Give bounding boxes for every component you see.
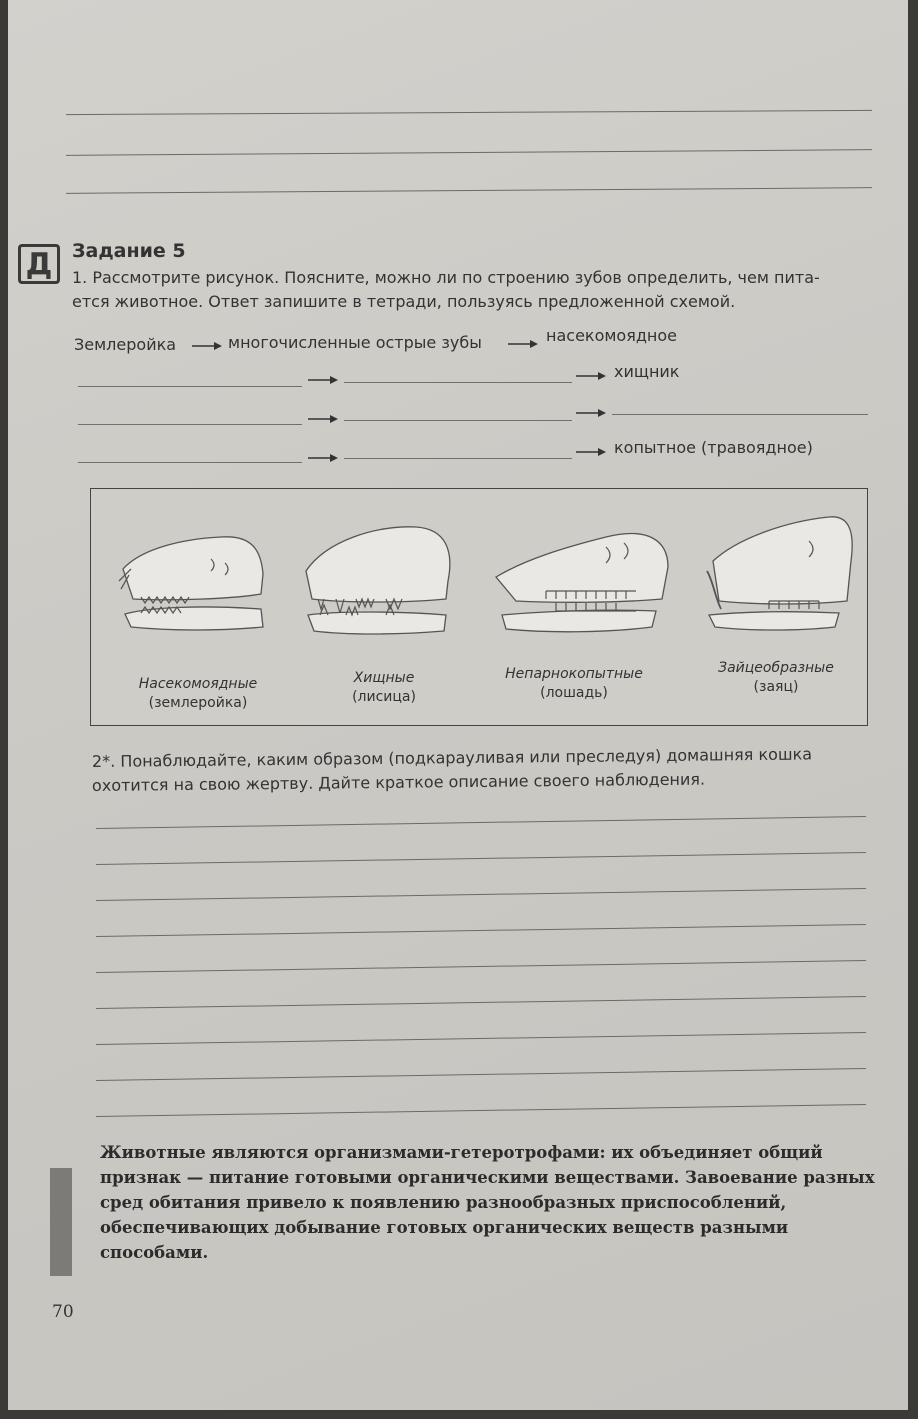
- page-number: 70: [52, 1302, 74, 1322]
- caption-animal: (лошадь): [540, 685, 608, 701]
- fox-skull-icon: [296, 511, 456, 641]
- arrow-icon: [192, 341, 222, 351]
- horse-skull-icon: [486, 507, 676, 647]
- answer-line[interactable]: [96, 852, 866, 865]
- shrew-skull-icon: [111, 519, 271, 639]
- caption-group: Хищные: [353, 670, 415, 686]
- answer-line[interactable]: [96, 1068, 866, 1081]
- question-2-line-2: охотится на свою жертву. Дайте краткое описание своего наблюдения.: [91, 769, 706, 795]
- caption-group: Непарнокопытные: [505, 666, 643, 682]
- answer-line[interactable]: [96, 960, 866, 973]
- question-1-line-1: 1. Рассмотрите рисунок. Поясните, можно ли по строению зубов определить, чем пита-: [72, 268, 820, 287]
- answer-line[interactable]: [96, 996, 866, 1009]
- note-marker-bar: [50, 1168, 72, 1276]
- blank-field[interactable]: [78, 424, 302, 425]
- blank-field[interactable]: [344, 382, 572, 383]
- arrow-icon: [308, 453, 338, 463]
- caption-animal: (лисица): [352, 689, 416, 705]
- scheme-diet: копытное (травоядное): [614, 438, 813, 457]
- answer-line[interactable]: [96, 816, 866, 829]
- answer-line: [66, 149, 872, 156]
- arrow-icon: [576, 447, 606, 457]
- answer-line: [66, 187, 872, 194]
- scheme-animal: Землеройка: [74, 335, 177, 354]
- arrow-icon: [576, 371, 606, 381]
- scheme-diet: хищник: [614, 362, 680, 381]
- blank-field[interactable]: [78, 386, 302, 387]
- workbook-page: [8, 0, 908, 1410]
- blank-field[interactable]: [78, 462, 302, 463]
- caption-group: Зайцеобразные: [718, 660, 834, 676]
- task-title: Задание 5: [72, 240, 186, 262]
- blank-field[interactable]: [344, 420, 572, 421]
- arrow-icon: [508, 339, 538, 349]
- caption-animal: (землеройка): [148, 695, 248, 711]
- caption-animal: (заяц): [753, 679, 799, 695]
- blank-field[interactable]: [344, 458, 572, 459]
- summary-note: Животные являются организмами-гетеротрофами: их объединяет общий признак — питание готовыми органическими веществами. Завоевание разных сред обитания привело к появлению разнообразных приспособлений, обеспечивающих добывание готовых органических веществ разными способами.: [100, 1143, 875, 1262]
- arrow-icon: [576, 408, 606, 418]
- caption-odd-toed: [489, 665, 659, 703]
- question-1-line-2: ется животное. Ответ запишите в тетради, пользуясь предложенной схемой.: [72, 292, 736, 311]
- answer-line: [66, 110, 872, 115]
- arrow-icon: [308, 375, 338, 385]
- caption-carnivores: [299, 669, 469, 707]
- skulls-figure: [90, 488, 868, 726]
- scheme-diet: насекомоядное: [546, 326, 677, 345]
- arrow-icon: [308, 414, 338, 424]
- caption-group: Насекомоядные: [138, 676, 258, 692]
- answer-line[interactable]: [96, 888, 866, 901]
- answer-line[interactable]: [96, 924, 866, 937]
- caption-lagomorphs: [691, 659, 861, 697]
- answer-line[interactable]: [96, 1032, 866, 1045]
- caption-insectivores: [113, 675, 283, 713]
- blank-field[interactable]: [612, 414, 868, 415]
- hare-skull-icon: [699, 501, 859, 651]
- answer-line[interactable]: [96, 1104, 866, 1117]
- question-2-line-1: 2*. Понаблюдайте, каким образом (подкарауливая или преследуя) домашняя кошка: [91, 744, 813, 771]
- task-badge: Д: [18, 244, 60, 284]
- scheme-teeth: многочисленные острые зубы: [228, 333, 482, 352]
